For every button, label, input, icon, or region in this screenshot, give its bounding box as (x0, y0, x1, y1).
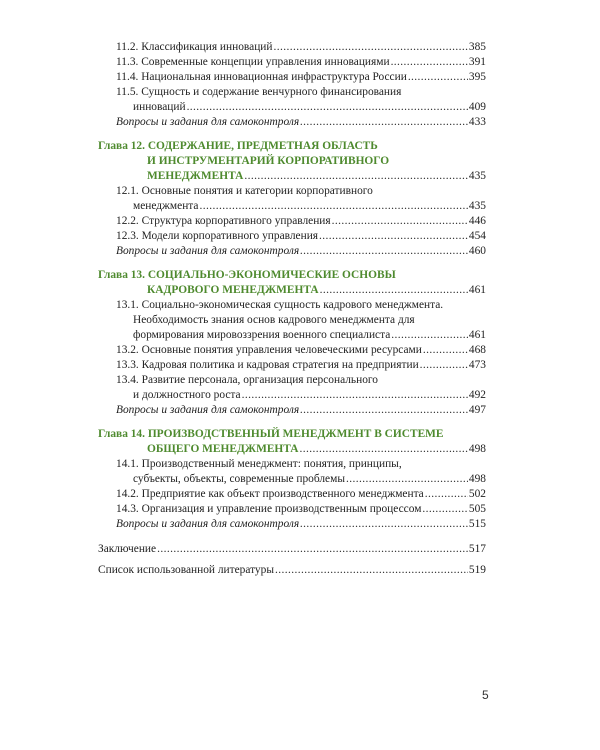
toc-leader-row (98, 563, 486, 578)
toc-page-number: 519 (468, 564, 486, 576)
toc-entry-title: инноваций (133, 101, 186, 113)
toc-entry-title: 12.2. Структура корпоративного управления (116, 215, 331, 227)
toc-page-number: 515 (468, 518, 486, 530)
toc-page-number: 461 (468, 284, 486, 296)
toc-leader-row (116, 328, 486, 343)
dot-leader (300, 517, 468, 532)
dot-leader (420, 358, 468, 373)
toc-leader-row (98, 169, 486, 184)
toc-leader-row (116, 115, 486, 130)
toc-section (98, 373, 486, 403)
toc-page-number: 468 (468, 344, 486, 356)
dot-leader (300, 403, 468, 418)
toc-page-number: 497 (468, 404, 486, 416)
toc-section (98, 487, 486, 502)
toc-line: Глава 13. СОЦИАЛЬНО-ЭКОНОМИЧЕСКИЕ ОСНОВЫ (98, 269, 396, 281)
toc-entry-title: 14.2. Предприятие как объект производственного менеджмента (116, 488, 424, 500)
toc-questions (98, 244, 486, 259)
toc-entry-title: 13.2. Основные понятия управления человеческими ресурсами (116, 344, 422, 356)
toc-page-number: 460 (468, 245, 486, 257)
toc-leader-row (116, 502, 486, 517)
dot-leader (332, 214, 468, 229)
toc-leader-row (116, 472, 486, 487)
toc-entry-title: Вопросы и задания для самоконтроля (116, 116, 300, 128)
toc-line: Глава 12. СОДЕРЖАНИЕ, ПРЕДМЕТНАЯ ОБЛАСТЬ (98, 140, 378, 152)
toc-leader-row (98, 442, 486, 457)
dot-leader (242, 388, 468, 403)
toc-leader-row (98, 283, 486, 298)
toc-leader-row (116, 70, 486, 85)
dot-leader (425, 487, 468, 502)
toc-leader-row (116, 100, 486, 115)
toc-entry-title: 11.2. Классификация инноваций (116, 41, 273, 53)
toc-page-number: 435 (468, 170, 486, 182)
toc-page-number: 461 (468, 329, 486, 341)
toc-section (98, 55, 486, 70)
dot-leader (320, 283, 468, 298)
toc-chapter (98, 268, 486, 298)
toc-entry-title: Вопросы и задания для самоконтроля (116, 404, 300, 416)
toc-section (98, 298, 486, 343)
toc-entry-title: ОБЩЕГО МЕНЕДЖМЕНТА (147, 443, 299, 455)
toc-leader-row (98, 542, 486, 557)
toc-leader-row (116, 388, 486, 403)
toc-page-number: 433 (468, 116, 486, 128)
toc-entry-title: Вопросы и задания для самоконтроля (116, 245, 300, 257)
toc-line: 13.4. Развитие персонала, организация персонального (116, 374, 379, 386)
toc-section (98, 70, 486, 85)
toc-entry-title: субъекты, объекты, современные проблемы (133, 473, 345, 485)
toc-leader-row (116, 487, 486, 502)
dot-leader (408, 70, 468, 85)
dot-leader (275, 563, 468, 578)
toc-chapter (98, 139, 486, 184)
dot-leader (319, 229, 468, 244)
dot-leader (300, 244, 468, 259)
toc-leader-row (116, 229, 486, 244)
toc-page-number: 409 (468, 101, 486, 113)
toc-section (98, 229, 486, 244)
toc-leader-row (116, 358, 486, 373)
toc-entry-title: 11.4. Национальная инновационная инфраструктура России (116, 71, 407, 83)
dot-leader (157, 542, 468, 557)
toc-page-number: 505 (468, 503, 486, 515)
toc-top-entry (98, 563, 486, 578)
dot-leader (391, 55, 468, 70)
toc-leader-row (116, 199, 486, 214)
toc-leader-row (116, 55, 486, 70)
toc-line: 14.1. Производственный менеджмент: понятия, принципы, (116, 458, 402, 470)
toc-line: Глава 14. ПРОИЗВОДСТВЕННЫЙ МЕНЕДЖМЕНТ В СИСТЕМЕ (98, 428, 444, 440)
toc-line: Необходимость знания основ кадрового менеджмента для (133, 314, 415, 326)
dot-leader (300, 442, 468, 457)
toc-leader-row (116, 517, 486, 532)
page-number: 5 (482, 688, 489, 702)
toc-section (98, 358, 486, 373)
dot-leader (273, 40, 467, 55)
toc-section (98, 502, 486, 517)
toc-leader-row (116, 403, 486, 418)
toc-entry-title: 13.3. Кадровая политика и кадровая стратегия на предприятии (116, 359, 419, 371)
toc-page-number: 473 (468, 359, 486, 371)
toc-leader-row (116, 244, 486, 259)
dot-leader (244, 169, 468, 184)
toc-page-number: 517 (468, 543, 486, 555)
toc-leader-row (116, 343, 486, 358)
toc-line: И ИНСТРУМЕНТАРИЙ КОРПОРАТИВНОГО (147, 155, 390, 167)
toc-section (98, 184, 486, 214)
toc-section (98, 457, 486, 487)
dot-leader (187, 100, 468, 115)
toc-page-number: 385 (468, 41, 486, 53)
toc-section (98, 343, 486, 358)
toc-entry-title: формирования мировоззрения военного специалиста (133, 329, 391, 341)
toc-entry-title: КАДРОВОГО МЕНЕДЖМЕНТА (147, 284, 319, 296)
dot-leader (423, 343, 468, 358)
toc-chapter (98, 427, 486, 457)
toc-section (98, 85, 486, 115)
toc-page-number: 498 (468, 443, 486, 455)
toc-page-number: 435 (468, 200, 486, 212)
toc-leader-row (116, 214, 486, 229)
dot-leader (300, 115, 468, 130)
toc-line: 11.5. Сущность и содержание венчурного финансирования (116, 86, 402, 98)
toc-questions (98, 115, 486, 130)
toc-entry-title: и должностного роста (133, 389, 241, 401)
toc-entry-title: 11.3. Современные концепции управления инновациями (116, 56, 390, 68)
toc-entry-title: Вопросы и задания для самоконтроля (116, 518, 300, 530)
toc-line: 13.1. Социально-экономическая сущность кадрового менеджмента. (116, 299, 444, 311)
toc-section (98, 214, 486, 229)
toc-page-number: 454 (468, 230, 486, 242)
table-of-contents (98, 40, 486, 578)
toc-page-number: 498 (468, 473, 486, 485)
toc-questions (98, 403, 486, 418)
toc-entry-title: 14.3. Организация и управление производственным процессом (116, 503, 422, 515)
toc-top-entry (98, 542, 486, 557)
toc-page-number: 446 (468, 215, 486, 227)
toc-leader-row (116, 40, 486, 55)
toc-page-number: 502 (468, 488, 486, 500)
dot-leader (199, 199, 467, 214)
toc-entry-title: Список использованной литературы (98, 564, 274, 576)
toc-page-number: 391 (468, 56, 486, 68)
dot-leader (422, 502, 467, 517)
toc-entry-title: Заключение (98, 543, 157, 555)
toc-entry-title: менеджмента (133, 200, 199, 212)
toc-line: 12.1. Основные понятия и категории корпоративного (116, 185, 373, 197)
toc-page-number: 492 (468, 389, 486, 401)
dot-leader (391, 328, 468, 343)
dot-leader (346, 472, 468, 487)
toc-entry-title: 12.3. Модели корпоративного управления (116, 230, 319, 242)
toc-entry-title: МЕНЕДЖМЕНТА (147, 170, 244, 182)
toc-page-number: 395 (468, 71, 486, 83)
toc-questions (98, 517, 486, 532)
toc-section (98, 40, 486, 55)
